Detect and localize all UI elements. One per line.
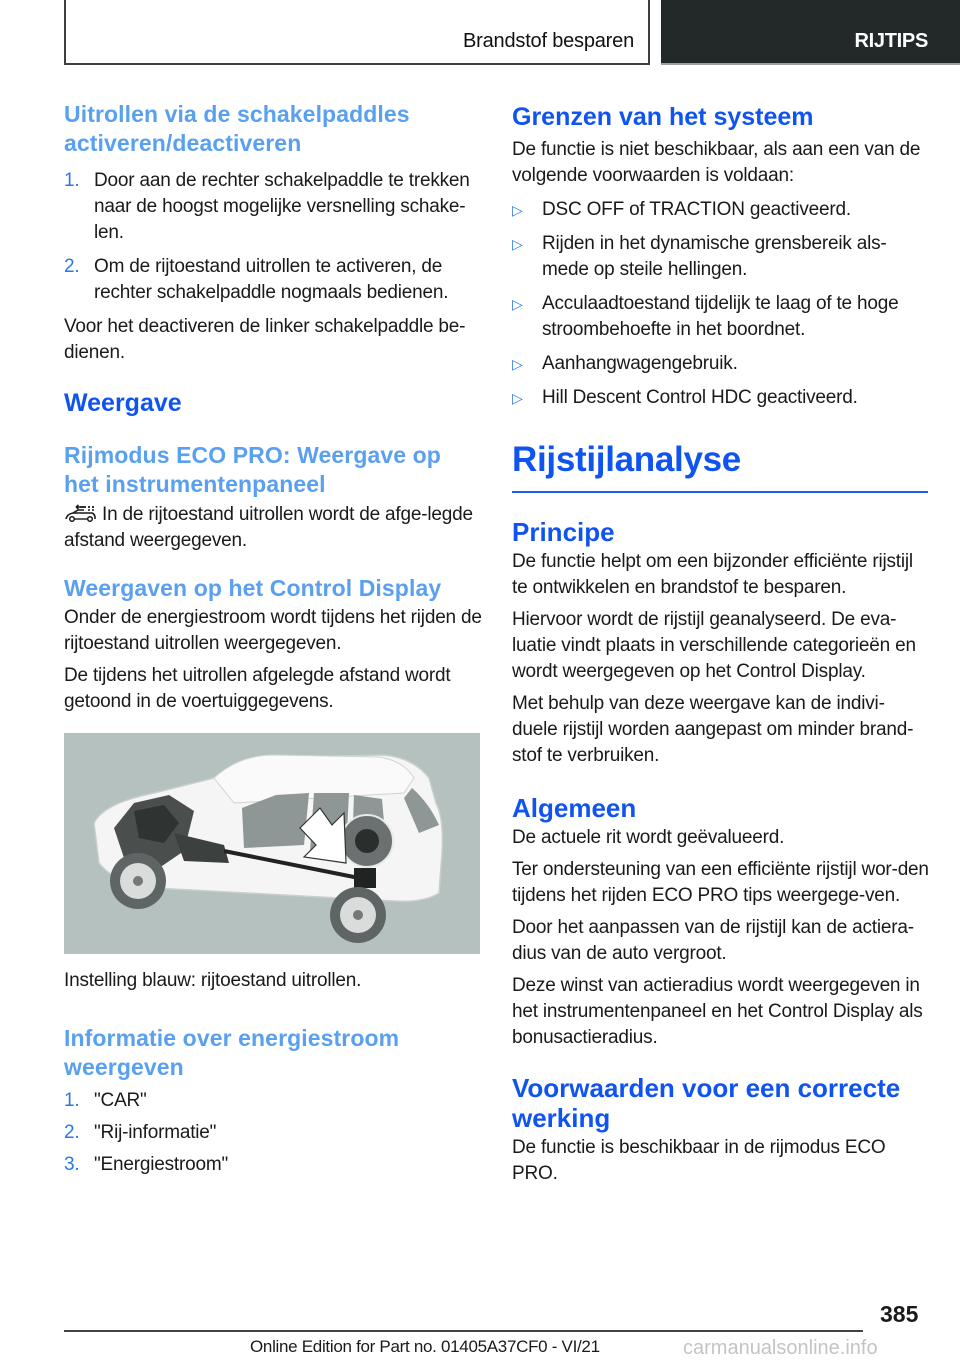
footer-divider	[64, 1330, 863, 1332]
heading-energiestroom: Informatie over energiestroom weergeven	[64, 1025, 400, 1080]
heading-rijstijlanalyse: Rijstijlanalyse	[512, 440, 741, 479]
step-number: 1.	[64, 170, 80, 191]
menu-path-item: "Rij-informatie"	[94, 1122, 217, 1143]
heading-voorwaarden: Voorwaarden voor een correcte werking	[512, 1073, 901, 1133]
step-number: 2.	[64, 1122, 80, 1143]
list-item	[512, 231, 930, 283]
condition-text: DSC OFF of TRACTION geactiveerd.	[542, 199, 851, 220]
algemeen-text-4: Deze winst van actieradius wordt weergegeven in het instrumentenpaneel en het Control Display als bonusactieradius.	[512, 975, 923, 1048]
list-item	[64, 1120, 482, 1146]
car-drivetrain-figure	[64, 733, 480, 954]
eco-pro-text	[64, 502, 482, 554]
grenzen-intro: De functie is niet beschikbaar, als aan een van de volgende voorwaarden is voldaan:	[512, 139, 921, 186]
control-display-text-2: De tijdens het uitrollen afgelegde afstand wordt getoond in de voertuiggegevens.	[64, 665, 451, 712]
list-item	[512, 291, 930, 343]
algemeen-text-2: Ter ondersteuning van een efficiënte rijstijl wor-den tijdens het rijden ECO PRO tips weergege-ven.	[512, 859, 929, 906]
principe-text-1: De functie helpt om een bijzonder efficiënte rijstijl te ontwikkelen en brandstof te besparen.	[512, 551, 913, 598]
step-number: 3.	[64, 1154, 80, 1175]
step-number: 1.	[64, 1090, 80, 1111]
principe-text-2: Hiervoor wordt de rijstijl geanalyseerd. De eva-luatie vindt plaats in verschillende categorieën en wordt weergegeven op het Control Display.	[512, 609, 916, 682]
list-item	[512, 385, 930, 411]
condition-text: Aanhangwagengebruik.	[542, 353, 738, 374]
list-item	[512, 197, 930, 223]
voorwaarden-text: De functie is beschikbaar in de rijmodus ECO PRO.	[512, 1137, 886, 1184]
list-item	[512, 351, 930, 377]
heading-weergave: Weergave	[64, 389, 182, 417]
principe-text-3: Met behulp van deze weergave kan de indivi-duele rijstijl worden aangepast om minder brand-stof te verbruiken.	[512, 693, 914, 766]
uitrollen-steps	[64, 168, 482, 306]
list-item	[64, 1152, 482, 1178]
triangle-bullet-icon: ▷	[512, 390, 523, 406]
heading-control-display: Weergaven op het Control Display	[64, 575, 442, 601]
menu-path-item: "Energiestroom"	[94, 1154, 229, 1175]
step-text: Door aan de rechter schakelpaddle te trekken naar de hoogst mogelijke versnelling schake-len.	[94, 170, 470, 243]
condition-text: Rijden in het dynamische grensbereik als-mede op steile hellingen.	[542, 233, 887, 280]
list-item	[64, 168, 482, 246]
triangle-bullet-icon: ▷	[512, 236, 523, 252]
menu-path-item: "CAR"	[94, 1090, 147, 1111]
car-illustration	[64, 733, 480, 954]
deactivate-note: Voor het deactiveren de linker schakelpaddle be-dienen.	[64, 316, 466, 363]
grenzen-list	[512, 197, 930, 411]
header-section-tab	[64, 0, 650, 65]
algemeen-text-1: De actuele rit wordt geëvalueerd.	[512, 827, 785, 848]
triangle-bullet-icon: ▷	[512, 356, 523, 372]
edition-info: Online Edition for Part no. 01405A37CF0 - VI/21	[250, 1337, 600, 1356]
header-chapter-tab	[661, 0, 960, 65]
list-item	[64, 1088, 482, 1114]
chapter-title: RIJTIPS	[854, 30, 928, 52]
page-number: 385	[880, 1301, 919, 1327]
condition-text: Acculaadtoestand tijdelijk te laag of te hoge stroombehoefte in het boordnet.	[542, 293, 899, 340]
section-title: Brandstof besparen	[463, 30, 634, 52]
list-item	[64, 254, 482, 306]
eco-pro-description: In de rijtoestand uitrollen wordt de afge-legde afstand weergegeven.	[64, 504, 473, 551]
algemeen-text-3: Door het aanpassen van de rijstijl kan de actiera-dius van de auto vergroot.	[512, 917, 914, 964]
triangle-bullet-icon: ▷	[512, 202, 523, 218]
figure-caption: Instelling blauw: rijtoestand uitrollen.	[64, 970, 362, 991]
chapter-divider	[512, 491, 928, 493]
heading-uitrollen: Uitrollen via de schakelpaddles activeren/deactiveren	[64, 101, 410, 156]
energiestroom-steps	[64, 1088, 482, 1178]
coasting-car-icon	[64, 504, 98, 522]
control-display-text-1: Onder de energiestroom wordt tijdens het rijden de rijtoestand uitrollen weergegeven.	[64, 607, 482, 654]
watermark: carmanualsonline.info	[683, 1337, 878, 1359]
heading-eco-pro: Rijmodus ECO PRO: Weergave op het instrumentenpaneel	[64, 442, 441, 497]
heading-grenzen: Grenzen van het systeem	[512, 103, 814, 131]
triangle-bullet-icon: ▷	[512, 296, 523, 312]
step-text: Om de rijtoestand uitrollen te activeren, de rechter schakelpaddle nogmaals bedienen.	[94, 256, 449, 303]
right-column	[512, 102, 930, 1187]
heading-algemeen: Algemeen	[512, 793, 637, 823]
heading-principe: Principe	[512, 517, 615, 547]
condition-text: Hill Descent Control HDC geactiveerd.	[542, 387, 858, 408]
step-number: 2.	[64, 256, 80, 277]
left-column	[64, 100, 482, 1178]
